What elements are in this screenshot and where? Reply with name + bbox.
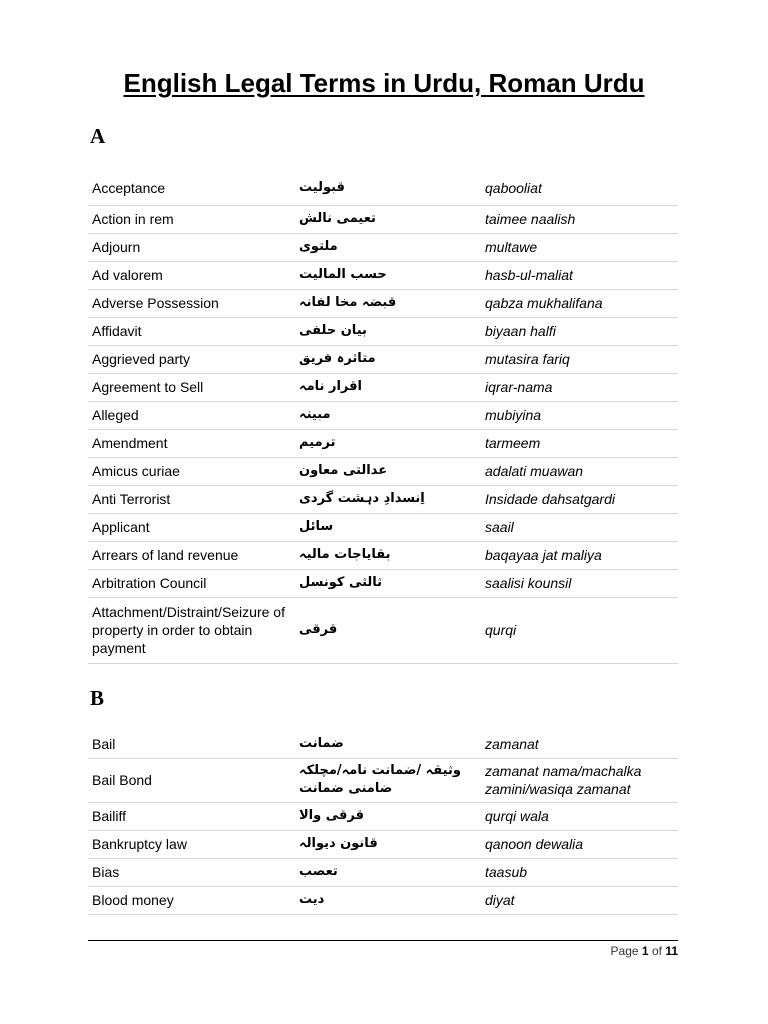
table-row [88,485,678,513]
term-urdu: قرقی والا [295,802,481,830]
table-row [88,345,678,373]
table-row [88,886,678,914]
term-roman-urdu: qanoon dewalia [481,830,678,858]
term-urdu: وثیقہ /ضمانت نامہ/مچلکہ ضامنی ضمانت [295,758,481,802]
table-row [88,261,678,289]
table-row [88,205,678,233]
term-english: Applicant [88,513,295,541]
term-english: Bail Bond [88,758,295,802]
table-row [88,569,678,597]
term-roman-urdu: Insidade dahsatgardi [481,485,678,513]
table-row [88,730,678,758]
term-english: Adjourn [88,233,295,261]
term-roman-urdu: adalati muawan [481,457,678,485]
term-english: Arrears of land revenue [88,541,295,569]
term-english: Arbitration Council [88,569,295,597]
table-row [88,289,678,317]
term-urdu: ضمانت [295,730,481,758]
term-roman-urdu: multawe [481,233,678,261]
term-urdu: ملتوی [295,233,481,261]
term-urdu: ثالثی کونسل [295,569,481,597]
term-english: Acceptance [88,172,295,205]
term-urdu: ترمیم [295,429,481,457]
term-english: Bail [88,730,295,758]
term-english: Alleged [88,401,295,429]
page-label: Page [610,944,639,958]
page-current: 1 [641,944,649,958]
term-roman-urdu: taasub [481,858,678,886]
footer-divider [88,940,678,941]
term-roman-urdu: taimee naalish [481,205,678,233]
section-letter-b: B [90,686,105,710]
term-roman-urdu: qabooliat [481,172,678,205]
term-english: Bankruptcy law [88,830,295,858]
table-row [88,429,678,457]
term-roman-urdu: hasb-ul-maliat [481,261,678,289]
term-english: Affidavit [88,317,295,345]
terms-table-b [88,730,678,915]
term-urdu: اِنسدادِ دہشت گردی [295,485,481,513]
table-row [88,758,678,802]
term-roman-urdu: qabza mukhalifana [481,289,678,317]
term-roman-urdu: zamanat nama/machalka zamini/wasiqa zamanat [481,758,678,802]
page-title: English Legal Terms in Urdu, Roman Urdu [123,68,645,98]
term-urdu: قبولیت [295,172,481,205]
table-row [88,597,678,663]
term-english: Bailiff [88,802,295,830]
term-roman-urdu: iqrar-nama [481,373,678,401]
term-roman-urdu: zamanat [481,730,678,758]
term-roman-urdu: saail [481,513,678,541]
term-english: Anti Terrorist [88,485,295,513]
term-urdu: سائل [295,513,481,541]
table-row [88,541,678,569]
term-urdu: قانون دیوالہ [295,830,481,858]
term-english: Aggrieved party [88,345,295,373]
term-urdu: حسب المالیت [295,261,481,289]
term-roman-urdu: qurqi [481,597,678,663]
term-english: Action in rem [88,205,295,233]
term-urdu: مبینہ [295,401,481,429]
table-row [88,513,678,541]
term-english: Agreement to Sell [88,373,295,401]
table-row [88,172,678,205]
terms-table-a [88,172,678,664]
term-urdu: بقایاجات مالیہ [295,541,481,569]
section-letter-a: A [90,124,106,148]
term-urdu: دیت [295,886,481,914]
term-english: Bias [88,858,295,886]
table-row [88,373,678,401]
table-row [88,233,678,261]
term-urdu: اقرار نامہ [295,373,481,401]
term-urdu: متاثرہ فریق [295,345,481,373]
term-roman-urdu: biyaan halfi [481,317,678,345]
term-urdu: تعصب [295,858,481,886]
table-row [88,317,678,345]
term-english: Amendment [88,429,295,457]
term-roman-urdu: saalisi kounsil [481,569,678,597]
term-roman-urdu: mubiyina [481,401,678,429]
term-urdu: بیان حلفی [295,317,481,345]
term-roman-urdu: mutasira fariq [481,345,678,373]
page-number [611,944,678,958]
table-row [88,401,678,429]
term-english: Adverse Possession [88,289,295,317]
term-urdu: قبضہ مخا لفانہ [295,289,481,317]
table-row [88,830,678,858]
term-roman-urdu: baqayaa jat maliya [481,541,678,569]
term-urdu: قرقی [295,597,481,663]
term-english: Blood money [88,886,295,914]
page-of: of [651,944,662,958]
table-row [88,457,678,485]
term-roman-urdu: diyat [481,886,678,914]
term-roman-urdu: qurqi wala [481,802,678,830]
table-row [88,802,678,830]
page-total: 11 [665,944,678,958]
term-english: Amicus curiae [88,457,295,485]
table-row [88,858,678,886]
term-urdu: عدالتی معاون [295,457,481,485]
term-urdu: تعیمی نالش [295,205,481,233]
term-english: Ad valorem [88,261,295,289]
term-roman-urdu: tarmeem [481,429,678,457]
term-english: Attachment/Distraint/Seizure of property in order to obtain payment [88,597,295,663]
